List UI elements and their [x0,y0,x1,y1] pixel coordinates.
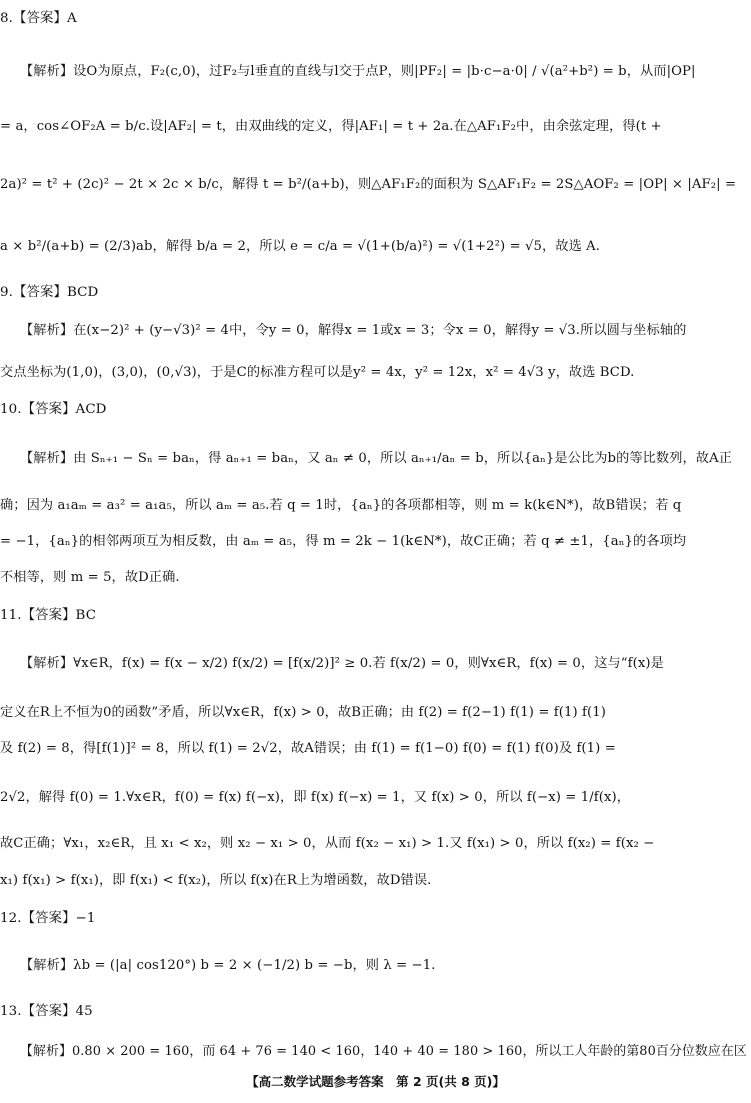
q9-solution-line-1: 【解析】在(x−2)² + (y−√3)² = 4中，令y = 0，解得x = 1或x = 3；令x = 0，解得y = √3.所以圆与坐标轴的 [20,323,687,338]
q11-solution-line-6: x₁) f(x₁) > f(x₁)，即 f(x₁) < f(x₂)，所以 f(x)在R上为增函数，故D错误. [0,873,432,888]
q13-answer-heading: 13.【答案】45 [0,1004,93,1019]
page-footer: 【高二数学试题参考答案 第 2 页(共 8 页)】 [246,1074,505,1089]
q11-answer-heading: 11.【答案】BC [0,608,97,623]
q12-answer-heading: 12.【答案】−1 [0,911,96,926]
q11-solution-line-1: 【解析】∀x∈R，f(x) = f(x − x/2) f(x/2) = [f(x/2)]² ≥ 0.若 f(x/2) = 0，则∀x∈R，f(x) = 0，这与“f(x)是 [20,656,664,671]
q11-solution-line-4: 2√2，解得 f(0) = 1.∀x∈R，f(0) = f(x) f(−x)，即 f(x) f(−x) = 1，又 f(x) > 0，所以 f(−x) = 1/f(x)， [0,790,631,805]
q10-solution-line-4: 不相等，则 m = 5，故D正确. [0,570,180,585]
q8-solution-line-4: a × b²/(a+b) = (2/3)ab，解得 b/a = 2，所以 e = c/a = √(1+(b/a)²) = √(1+2²) = √5，故选 A. [0,239,601,254]
q10-solution-line-1: 【解析】由 Sₙ₊₁ − Sₙ = baₙ，得 aₙ₊₁ = baₙ，又 aₙ ≠ 0，所以 aₙ₊₁/aₙ = b，所以{aₙ}是公比为b的等比数列，故A正 [20,451,732,466]
q8-answer-heading: 8.【答案】A [0,11,77,26]
q12-solution-line-1: 【解析】λb = (|a| cos120°) b = 2 × (−1/2) b = −b，则 λ = −1. [20,958,436,973]
q10-solution-line-2: 确；因为 a₁aₘ = a₃² = a₁a₅，所以 aₘ = a₅.若 q = 1时，{aₙ}的各项都相等，则 m = k(k∈N*)，故B错误；若 q [0,498,682,513]
q8-solution-line-2: = a，cos∠OF₂A = b/c.设|AF₂| = t，由双曲线的定义，得|AF₁| = t + 2a.在△AF₁F₂中，由余弦定理，得(t + [0,119,662,134]
q8-solution-line-3: 2a)² = t² + (2c)² − 2t × 2c × b/c，解得 t = b²/(a+b)，则△AF₁F₂的面积为 S△AF₁F₂ = 2S△AOF₂ = |OP| × |AF₂| = [0,177,737,192]
q8-solution-line-1: 【解析】设O为原点，F₂(c,0)，过F₂与l垂直的直线与l交于点P，则|PF₂| = |b·c−a·0| / √(a²+b²) = b，从而|OP| [20,64,696,79]
q9-solution-line-2: 交点坐标为(1,0)，(3,0)，(0,√3)，于是C的标准方程可以是y² = 4x，y² = 12x，x² = 4√3 y，故选 BCD. [0,365,635,380]
q9-answer-heading: 9.【答案】BCD [0,285,99,300]
q10-solution-line-3: = −1，{aₙ}的相邻两项互为相反数，由 aₘ = a₅，得 m = 2k − 1(k∈N*)，故C正确；若 q ≠ ±1，{aₙ}的各项均 [0,534,687,549]
q11-solution-line-2: 定义在R上不恒为0的函数”矛盾，所以∀x∈R，f(x) > 0，故B正确；由 f(2) = f(2−1) f(1) = f(1) f(1) [0,705,606,720]
q11-solution-line-5: 故C正确；∀x₁，x₂∈R，且 x₁ < x₂，则 x₂ − x₁ > 0，从而 f(x₂ − x₁) > 1.又 f(x₁) > 0，所以 f(x₂) = f(x₂ − [0,836,655,851]
q10-answer-heading: 10.【答案】ACD [0,402,107,417]
q11-solution-line-3: 及 f(2) = 8，得[f(1)]² = 8，所以 f(1) = 2√2，故A错误；由 f(1) = f(1−0) f(0) = f(1) f(0)及 f(1) = [0,741,616,756]
q13-solution-line-1: 【解析】0.80 × 200 = 160，而 64 + 76 = 140 < 160，140 + 40 = 180 > 160，所以工人年龄的第80百分位数应在区 [20,1044,747,1059]
